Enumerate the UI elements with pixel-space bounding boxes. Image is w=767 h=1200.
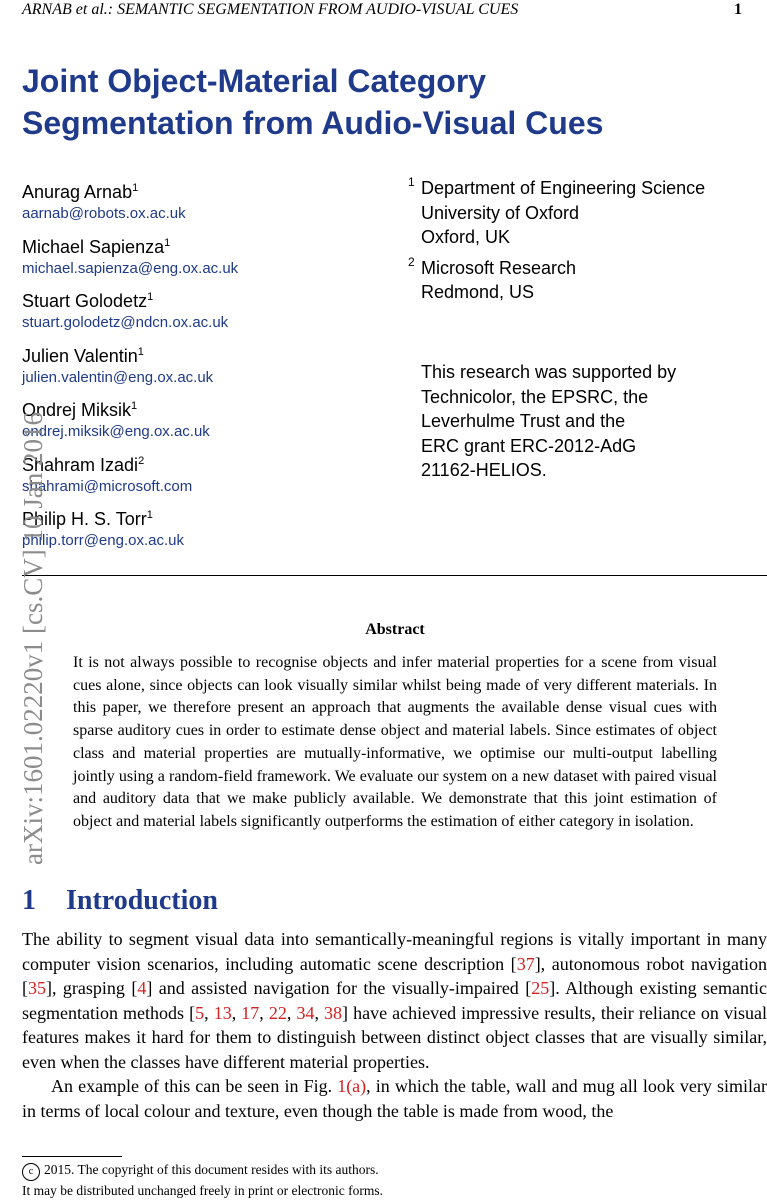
author-entry <box>22 394 382 449</box>
affiliation-mark: 2 <box>138 454 145 467</box>
author-name: Ondrej Miksik$^1$ <box>22 400 138 420</box>
paper-title <box>22 60 742 144</box>
paragraph: The ability to segment visual data into semantically-meaningful regions is vitally important in many computer vision scenarios, including automatic scene description [37], autonomous robot navigation [35], grasping [4] and assisted navigation for the visually-impaired [25]. Although existing semantic segmentation methods [5, 13, 17, 22, 34, 38] have achieved impressive results, their reliance on visual features makes it hard for them to distinguish between distinct object classes that are visually similar, even when the classes have different material properties. <box>22 929 767 1072</box>
author-name: Stuart Golodetz$^1$ <box>22 291 154 311</box>
author-list <box>22 176 382 558</box>
citation-link[interactable]: 13 <box>213 1002 232 1023</box>
citation-link[interactable]: 34 <box>296 1002 315 1023</box>
author-email-link[interactable]: philip.torr@eng.ox.ac.uk <box>22 532 184 549</box>
page-number: 1 <box>734 1 742 18</box>
author-name: Julien Valentin$^1$ <box>22 345 144 366</box>
paragraph: An example of this can be seen in Fig. 1(a), in which the table, wall and mug all look very similar in terms of local colour and texture, even though the table is made from wood, the <box>22 1076 767 1121</box>
section-number: 1 <box>22 885 36 916</box>
citation-link[interactable]: 5 <box>195 1002 205 1023</box>
author-email-link[interactable]: stuart.golodetz@ndcn.ox.ac.uk <box>22 314 229 331</box>
author-entry <box>22 340 382 395</box>
author-email-link[interactable]: ondrej.miksik@eng.ox.ac.uk <box>22 423 210 440</box>
title-line-2: Segmentation from Audio-Visual Cues <box>22 105 604 141</box>
author-entry <box>22 503 382 558</box>
introduction-body <box>22 927 767 1123</box>
copyright-icon: c <box>22 1163 40 1181</box>
author-email-link[interactable]: michael.sapienza@eng.ox.ac.uk <box>22 259 239 277</box>
abstract-text: It is not always possible to recognise objects and infer material properties for a scene from visual cues alone, since objects can look visually similar whilst being made of very different materials. In this paper, we therefore present an approach that augments the available dense visual cues with sparse auditory cues in order to estimate dense object and material labels. Since estimates of object class and material properties are mutually-informative, we optimise our multi-output labelling jointly using a random-field framework. We evaluate our system on a new dataset with paired visual and auditory data that we make publicly available. We demonstrate that this joint estimation of object and material labels significantly outperforms the estimation of either category in isolation. <box>73 654 717 830</box>
abstract-heading: Abstract <box>365 621 425 638</box>
citation-link[interactable]: 22 <box>268 1002 287 1023</box>
affiliation-oxford: 1 Department of Engineering Science University of Oxford Oxford, UK <box>408 176 763 250</box>
author-email-link[interactable]: aarnab@robots.ox.ac.uk <box>22 205 186 222</box>
affiliation-mark: 1 <box>147 291 154 303</box>
author-name: Philip H. S. Torr$^1$ <box>22 509 153 529</box>
title-divider <box>22 575 767 576</box>
citation-link[interactable]: 4 <box>137 978 147 998</box>
funding-note: This research was supported by Technicolor, the EPSRC, the Leverhulme Trust and the ERC grant ERC-2012-AdG 21162-HELIOS. <box>421 362 677 480</box>
author-entry <box>22 285 382 340</box>
running-header <box>22 0 742 24</box>
title-line-1: Joint Object-Material Category <box>22 63 487 99</box>
affiliation-number: 2 <box>408 254 415 269</box>
author-email-link[interactable]: shahrami@microsoft.com <box>22 477 193 495</box>
affiliation-mark: 1 <box>132 182 139 194</box>
citation-link[interactable]: 25 <box>531 978 550 998</box>
affiliation-number: 1 <box>408 175 415 189</box>
affiliation-mark: 1 <box>131 400 138 412</box>
arxiv-stamp: arXiv:1601.02220v1 [cs.CV] 10 Jan 2016 <box>18 412 48 865</box>
citation-link[interactable]: 17 <box>241 1002 260 1023</box>
affiliation-microsoft: 2 Microsoft Research Redmond, US <box>408 256 763 305</box>
figure-reference-link[interactable]: 1(a) <box>337 1076 367 1096</box>
author-email-link[interactable]: julien.valentin@eng.ox.ac.uk <box>22 368 214 386</box>
affiliation-mark: 1 <box>137 345 144 358</box>
author-entry <box>22 449 382 504</box>
citation-link[interactable]: 37 <box>516 953 535 974</box>
running-head-text: ARNAB et al.: SEMANTIC SEGMENTATION FROM AUDIO-VISUAL CUES <box>22 1 519 18</box>
author-entry <box>22 176 382 231</box>
citation-link[interactable]: 38 <box>324 1002 343 1023</box>
affiliation-mark: 1 <box>146 509 153 521</box>
author-name: Anurag Arnab$^1$ <box>22 182 139 202</box>
author-name: Michael Sapienza$^1$ <box>22 236 171 257</box>
copyright-footnote: c 2015. The copyright of this document resides with its authors. It may be distributed unchanged freely in print or electronic forms. <box>22 1162 384 1198</box>
section-title: Introduction <box>66 885 218 916</box>
affiliation-list <box>408 176 763 311</box>
citation-link[interactable]: 35 <box>28 978 46 998</box>
author-entry <box>22 231 382 286</box>
section-heading <box>22 883 742 919</box>
footnote-divider <box>22 1156 122 1157</box>
affiliation-mark: 1 <box>164 236 171 249</box>
author-name: Shahram Izadi$^2$ <box>22 454 145 475</box>
